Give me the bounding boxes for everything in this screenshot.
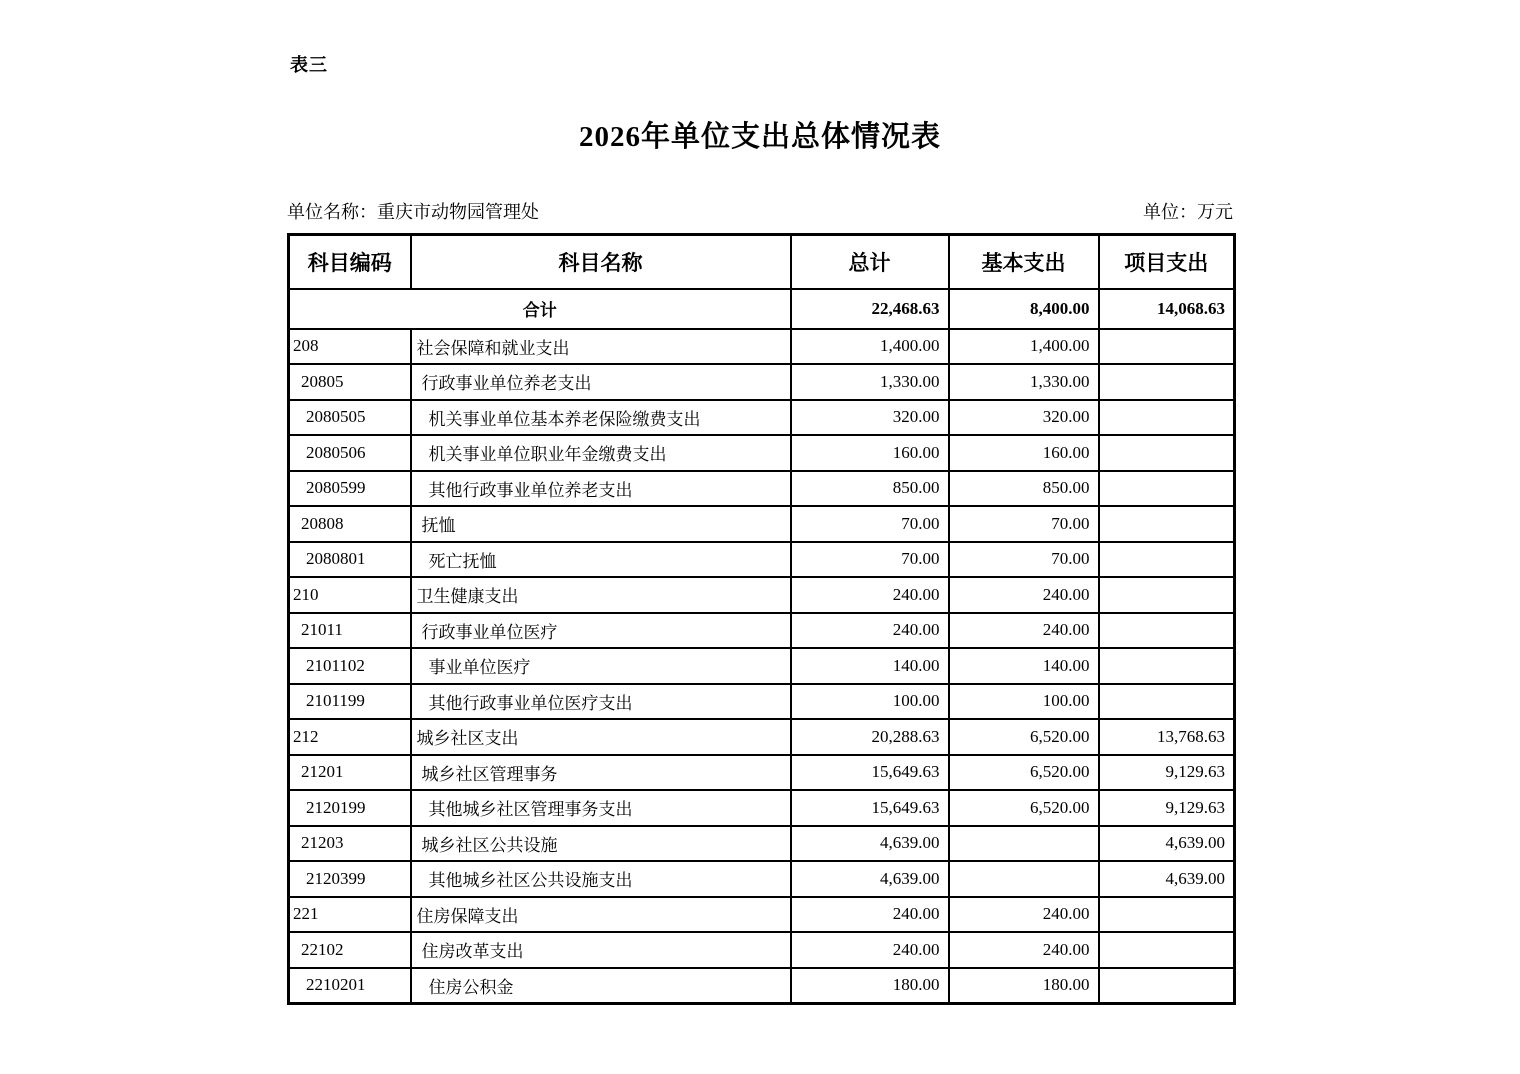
subject-name-cell: 住房保障支出	[411, 897, 791, 933]
total-cell: 240.00	[791, 897, 949, 933]
table-row	[289, 400, 1235, 436]
basic-exp-cell	[949, 826, 1099, 862]
basic-exp-cell: 100.00	[949, 684, 1099, 720]
project-exp-cell: 4,639.00	[1099, 861, 1235, 897]
subject-code-cell: 21203	[289, 826, 411, 862]
table-header	[289, 235, 1235, 289]
table-row	[289, 506, 1235, 542]
subject-name-cell: 住房公积金	[411, 968, 791, 1004]
subject-name-cell: 其他城乡社区公共设施支出	[411, 861, 791, 897]
subject-name-cell: 机关事业单位基本养老保险缴费支出	[411, 400, 791, 436]
total-cell: 1,330.00	[791, 364, 949, 400]
subject-code-cell: 21201	[289, 755, 411, 791]
total-cell: 4,639.00	[791, 826, 949, 862]
total-cell: 4,639.00	[791, 861, 949, 897]
subject-code-cell: 2120199	[289, 790, 411, 826]
basic-exp-cell: 6,520.00	[949, 755, 1099, 791]
subject-name-cell: 社会保障和就业支出	[411, 329, 791, 365]
grand-total-project-cell: 14,068.63	[1099, 289, 1235, 329]
project-exp-cell	[1099, 400, 1235, 436]
table-row	[289, 826, 1235, 862]
total-cell: 240.00	[791, 613, 949, 649]
total-cell: 20,288.63	[791, 719, 949, 755]
total-cell: 70.00	[791, 506, 949, 542]
basic-exp-cell: 1,400.00	[949, 329, 1099, 365]
subject-code-cell: 2080506	[289, 435, 411, 471]
project-exp-cell	[1099, 897, 1235, 933]
subject-name-cell: 城乡社区公共设施	[411, 826, 791, 862]
total-cell: 320.00	[791, 400, 949, 436]
table-row	[289, 435, 1235, 471]
total-cell: 15,649.63	[791, 755, 949, 791]
table-row	[289, 577, 1235, 613]
project-exp-cell	[1099, 506, 1235, 542]
subject-code-cell: 20805	[289, 364, 411, 400]
basic-exp-cell: 70.00	[949, 542, 1099, 578]
subject-code-cell: 2101102	[289, 648, 411, 684]
subject-name-cell: 事业单位医疗	[411, 648, 791, 684]
subject-code-cell: 2080505	[289, 400, 411, 436]
table-row	[289, 719, 1235, 755]
header-row	[289, 235, 1235, 289]
grand-total-basic-cell: 8,400.00	[949, 289, 1099, 329]
subject-name-cell: 住房改革支出	[411, 932, 791, 968]
subject-code-cell: 210	[289, 577, 411, 613]
basic-exp-cell: 850.00	[949, 471, 1099, 507]
project-exp-cell: 9,129.63	[1099, 790, 1235, 826]
project-exp-cell	[1099, 648, 1235, 684]
project-exp-cell	[1099, 613, 1235, 649]
subject-name-cell: 行政事业单位医疗	[411, 613, 791, 649]
project-exp-cell: 4,639.00	[1099, 826, 1235, 862]
table-row	[289, 968, 1235, 1004]
table-row	[289, 684, 1235, 720]
subject-name-cell: 行政事业单位养老支出	[411, 364, 791, 400]
subject-code-cell: 208	[289, 329, 411, 365]
total-cell: 140.00	[791, 648, 949, 684]
basic-exp-cell	[949, 861, 1099, 897]
table-row	[289, 648, 1235, 684]
project-exp-cell	[1099, 932, 1235, 968]
table-body	[289, 289, 1235, 1004]
table-row	[289, 755, 1235, 791]
project-exp-cell: 13,768.63	[1099, 719, 1235, 755]
basic-exp-cell: 140.00	[949, 648, 1099, 684]
total-cell: 180.00	[791, 968, 949, 1004]
basic-exp-cell: 240.00	[949, 897, 1099, 933]
total-cell: 1,400.00	[791, 329, 949, 365]
expenditure-table	[287, 233, 1236, 1005]
col-header-basic-exp: 基本支出	[949, 235, 1099, 289]
project-exp-cell	[1099, 364, 1235, 400]
subject-name-cell: 死亡抚恤	[411, 542, 791, 578]
project-exp-cell	[1099, 968, 1235, 1004]
subject-code-cell: 2080801	[289, 542, 411, 578]
total-cell: 15,649.63	[791, 790, 949, 826]
basic-exp-cell: 320.00	[949, 400, 1099, 436]
project-exp-cell: 9,129.63	[1099, 755, 1235, 791]
project-exp-cell	[1099, 435, 1235, 471]
total-cell: 240.00	[791, 932, 949, 968]
total-cell: 850.00	[791, 471, 949, 507]
unit-name-label: 单位名称：重庆市动物园管理处	[287, 202, 539, 222]
subject-code-cell: 2210201	[289, 968, 411, 1004]
table-row	[289, 613, 1235, 649]
table-row	[289, 471, 1235, 507]
basic-exp-cell: 240.00	[949, 932, 1099, 968]
subject-name-cell: 城乡社区支出	[411, 719, 791, 755]
table-row	[289, 932, 1235, 968]
subject-code-cell: 2120399	[289, 861, 411, 897]
table-row	[289, 790, 1235, 826]
subject-name-cell: 城乡社区管理事务	[411, 755, 791, 791]
grand-total-row	[289, 289, 1235, 329]
subject-name-cell: 其他行政事业单位医疗支出	[411, 684, 791, 720]
subject-code-cell: 20808	[289, 506, 411, 542]
subject-code-cell: 22102	[289, 932, 411, 968]
total-cell: 160.00	[791, 435, 949, 471]
table-number-label: 表三	[290, 55, 328, 75]
basic-exp-cell: 6,520.00	[949, 719, 1099, 755]
table-meta-row	[287, 198, 1233, 224]
grand-total-total-cell: 22,468.63	[791, 289, 949, 329]
page-title: 2026年单位支出总体情况表	[578, 121, 941, 153]
basic-exp-cell: 6,520.00	[949, 790, 1099, 826]
basic-exp-cell: 160.00	[949, 435, 1099, 471]
grand-total-label: 合计	[289, 289, 791, 329]
col-header-subject-code: 科目编码	[289, 235, 411, 289]
table-row	[289, 329, 1235, 365]
col-header-subject-name: 科目名称	[411, 235, 791, 289]
project-exp-cell	[1099, 471, 1235, 507]
col-header-project-exp: 项目支出	[1099, 235, 1235, 289]
subject-code-cell: 2101199	[289, 684, 411, 720]
project-exp-cell	[1099, 542, 1235, 578]
basic-exp-cell: 70.00	[949, 506, 1099, 542]
basic-exp-cell: 240.00	[949, 577, 1099, 613]
subject-code-cell: 221	[289, 897, 411, 933]
table-row	[289, 364, 1235, 400]
table-row	[289, 542, 1235, 578]
total-cell: 70.00	[791, 542, 949, 578]
subject-name-cell: 其他行政事业单位养老支出	[411, 471, 791, 507]
subject-code-cell: 2080599	[289, 471, 411, 507]
total-cell: 240.00	[791, 577, 949, 613]
basic-exp-cell: 180.00	[949, 968, 1099, 1004]
subject-name-cell: 抚恤	[411, 506, 791, 542]
basic-exp-cell: 240.00	[949, 613, 1099, 649]
total-cell: 100.00	[791, 684, 949, 720]
project-exp-cell	[1099, 329, 1235, 365]
table-row	[289, 897, 1235, 933]
project-exp-cell	[1099, 684, 1235, 720]
subject-name-cell: 其他城乡社区管理事务支出	[411, 790, 791, 826]
basic-exp-cell: 1,330.00	[949, 364, 1099, 400]
subject-name-cell: 卫生健康支出	[411, 577, 791, 613]
project-exp-cell	[1099, 577, 1235, 613]
unit-of-measure-label: 单位：万元	[1143, 202, 1233, 222]
subject-code-cell: 21011	[289, 613, 411, 649]
subject-name-cell: 机关事业单位职业年金缴费支出	[411, 435, 791, 471]
subject-code-cell: 212	[289, 719, 411, 755]
table-row	[289, 861, 1235, 897]
col-header-total: 总计	[791, 235, 949, 289]
